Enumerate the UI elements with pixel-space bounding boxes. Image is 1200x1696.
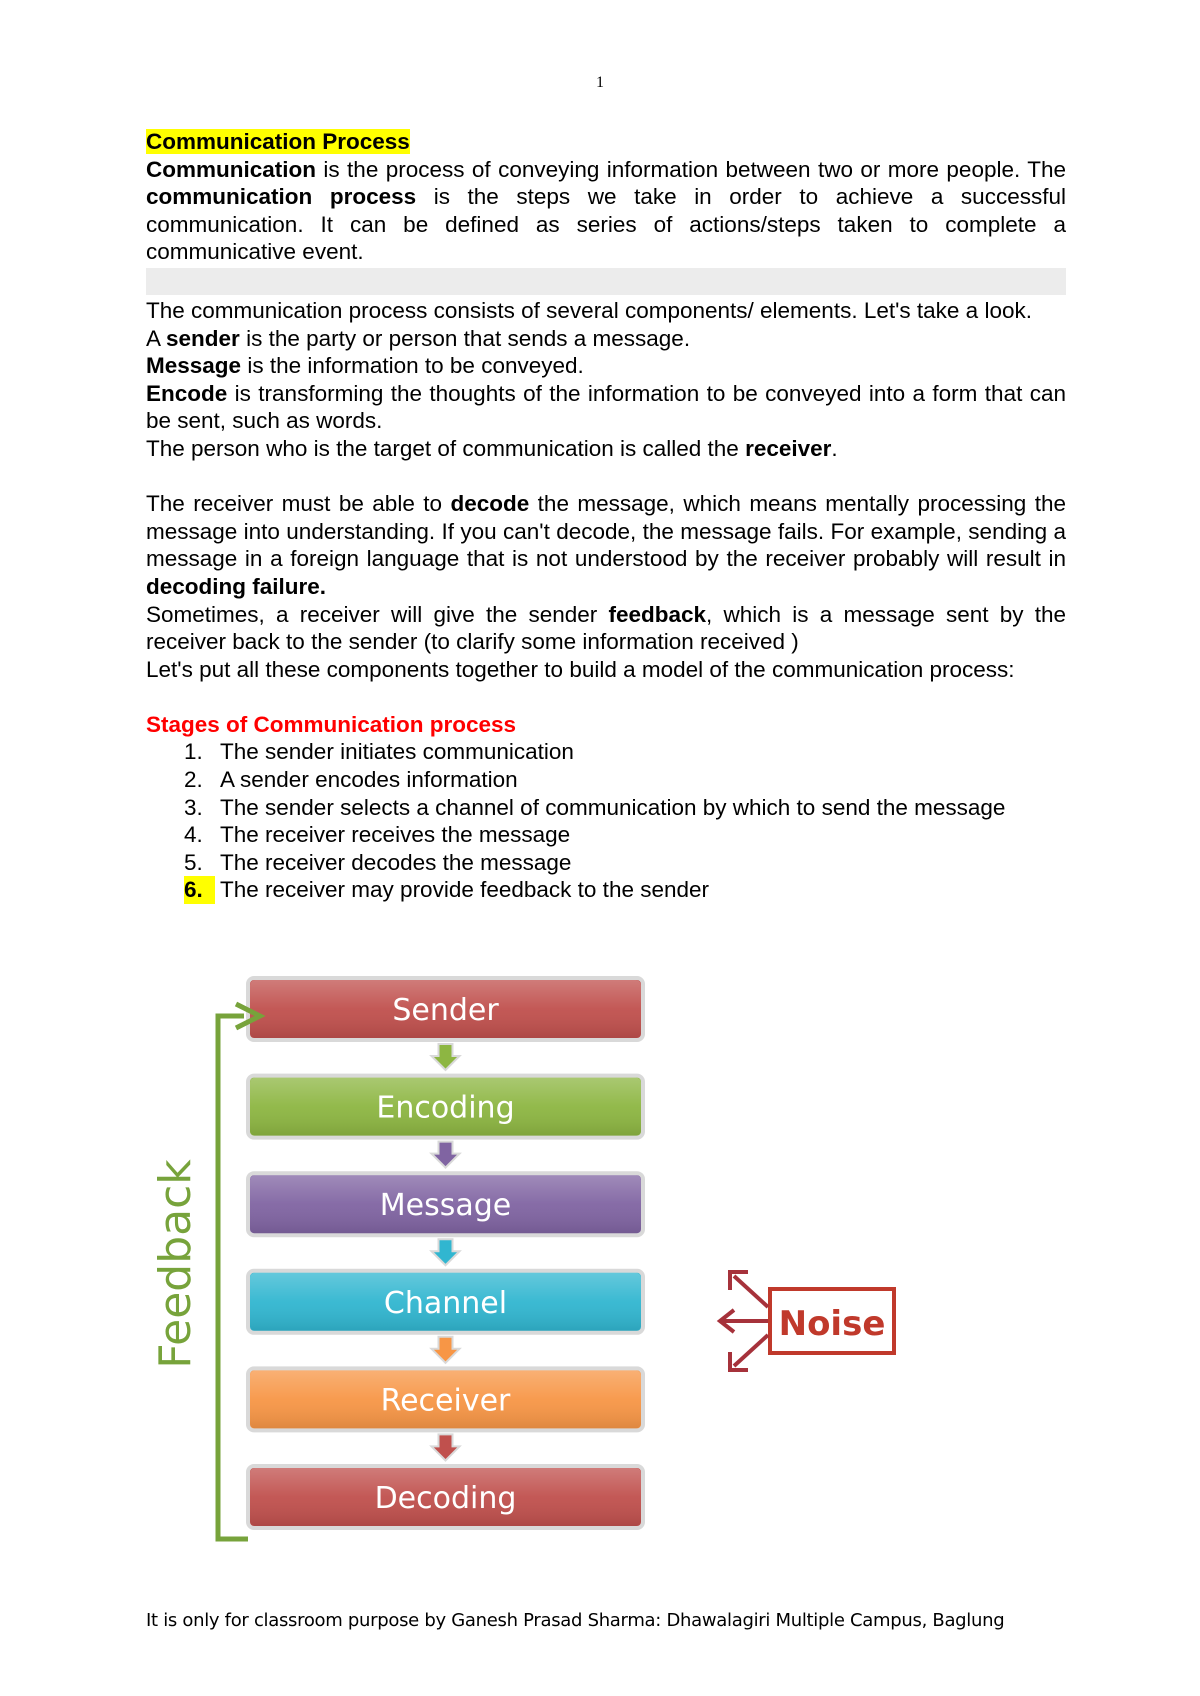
list-item-text: A sender encodes information — [220, 767, 518, 793]
noise-label: Noise — [778, 1304, 886, 1344]
flow-box-sender — [248, 978, 643, 1040]
flow-box-message — [248, 1173, 643, 1235]
list-item-text: The sender selects a channel of communication by which to send the message — [220, 794, 1006, 820]
stages-heading: Stages of Communication process — [146, 711, 517, 737]
term-communication: Communication — [146, 156, 317, 182]
list-item-number: 2. — [184, 767, 203, 793]
list-item-text: The receiver decodes the message — [220, 849, 572, 875]
page-title — [146, 128, 1066, 156]
flow-box-decoding — [248, 1466, 643, 1528]
feedback-loop-line — [218, 1016, 248, 1539]
definition-text-1: is the process of conveying information between two or more people. The — [316, 156, 1066, 182]
communication-process-diagram — [140, 972, 920, 1592]
page-number: 1 — [596, 74, 604, 91]
feedback-paragraph — [146, 601, 1066, 656]
list-item — [146, 738, 1066, 766]
list-item — [146, 794, 1066, 822]
feedback-pre: Sometimes, a receiver will give the sender — [146, 601, 609, 627]
encode-post: is transforming the thoughts of the information to be conveyed into a form that can be sent, such as words. — [146, 380, 1066, 434]
noise-arrow-up — [734, 1276, 768, 1307]
down-arrow-icon — [432, 1044, 460, 1070]
shaded-divider — [146, 268, 1066, 295]
term-communication-process: communication process — [146, 184, 417, 210]
list-item-text: The receiver receives the message — [220, 822, 571, 848]
footer: It is only for classroom purpose by Ganesh Prasad Sharma: Dhawalagiri Multiple Campus, Baglung — [146, 1610, 1005, 1631]
model-intro: Let's put all these components together to build a model of the communication process: — [146, 656, 1015, 682]
term-encode: Encode — [146, 380, 228, 406]
flow-box-label: Message — [379, 1188, 512, 1224]
receiver-pre: The person who is the target of communication is called the — [146, 435, 746, 461]
term-message: Message — [146, 353, 242, 379]
down-arrow-icon — [432, 1239, 460, 1265]
decode-paragraph — [146, 490, 1066, 600]
sender-definition — [146, 325, 1066, 353]
flow-box-channel — [248, 1271, 643, 1333]
flow-box-receiver — [248, 1368, 643, 1430]
message-definition — [146, 352, 1066, 380]
sender-post: is the party or person that sends a message. — [239, 325, 691, 351]
term-decode: decode — [450, 491, 530, 517]
term-sender: sender — [166, 325, 240, 351]
flow-box-label: Decoding — [374, 1481, 517, 1516]
feedback-label: Feedback — [150, 1159, 201, 1369]
stages-list — [146, 738, 1066, 904]
down-arrow-icon — [432, 1142, 460, 1168]
receiver-definition — [146, 435, 1066, 463]
definition-paragraph — [146, 156, 1066, 266]
down-arrow-icon — [432, 1434, 460, 1460]
document-body — [146, 128, 1066, 904]
components-intro: The communication process consists of several components/ elements. Let's take a look. — [146, 297, 1032, 323]
list-item — [146, 849, 1066, 877]
list-item — [146, 821, 1066, 849]
noise-arrow-down — [734, 1335, 768, 1366]
sender-pre: A — [146, 325, 167, 351]
message-post: is the information to be conveyed. — [241, 353, 584, 379]
decode-pre: The receiver must be able to — [146, 491, 451, 517]
list-item-number: 1. — [184, 739, 203, 765]
flow-box-label: Channel — [383, 1285, 508, 1321]
list-item — [146, 766, 1066, 794]
list-item-number-highlighted: 6. — [184, 876, 215, 904]
list-item — [146, 876, 1066, 904]
list-item-number: 5. — [184, 849, 203, 875]
term-decoding-failure: decoding failure. — [146, 573, 327, 599]
term-feedback: feedback — [608, 601, 707, 627]
term-receiver: receiver — [745, 435, 832, 461]
list-item-text: The receiver may provide feedback to the sender — [220, 877, 710, 903]
title-highlight: Communication Process — [146, 129, 410, 154]
flow-box-label: Sender — [392, 993, 499, 1028]
list-item-number: 3. — [184, 794, 203, 820]
definition-text-2: is the steps we take in order to achieve a successful communication. It can be defined as series of actions/steps taken to complete a communicative event. — [146, 184, 1066, 265]
decode-mid: the message, which means mentally processing the message into understanding. If you can't decode, the message fails. For example, sending a message in a foreign language that is not understood by the receiver probably will result in — [146, 491, 1067, 572]
flow-box-encoding — [248, 1076, 643, 1138]
list-item-text: The sender initiates communication — [220, 739, 574, 765]
list-item-number: 4. — [184, 822, 203, 848]
encode-definition — [146, 380, 1066, 435]
flow-box-label: Receiver — [380, 1383, 511, 1419]
receiver-post: . — [831, 435, 838, 461]
flow-box-label: Encoding — [376, 1090, 515, 1126]
down-arrow-icon — [432, 1337, 460, 1363]
feedback-post: , which is a message sent by the receiver back to the sender (to clarify some information received ) — [146, 601, 1066, 655]
